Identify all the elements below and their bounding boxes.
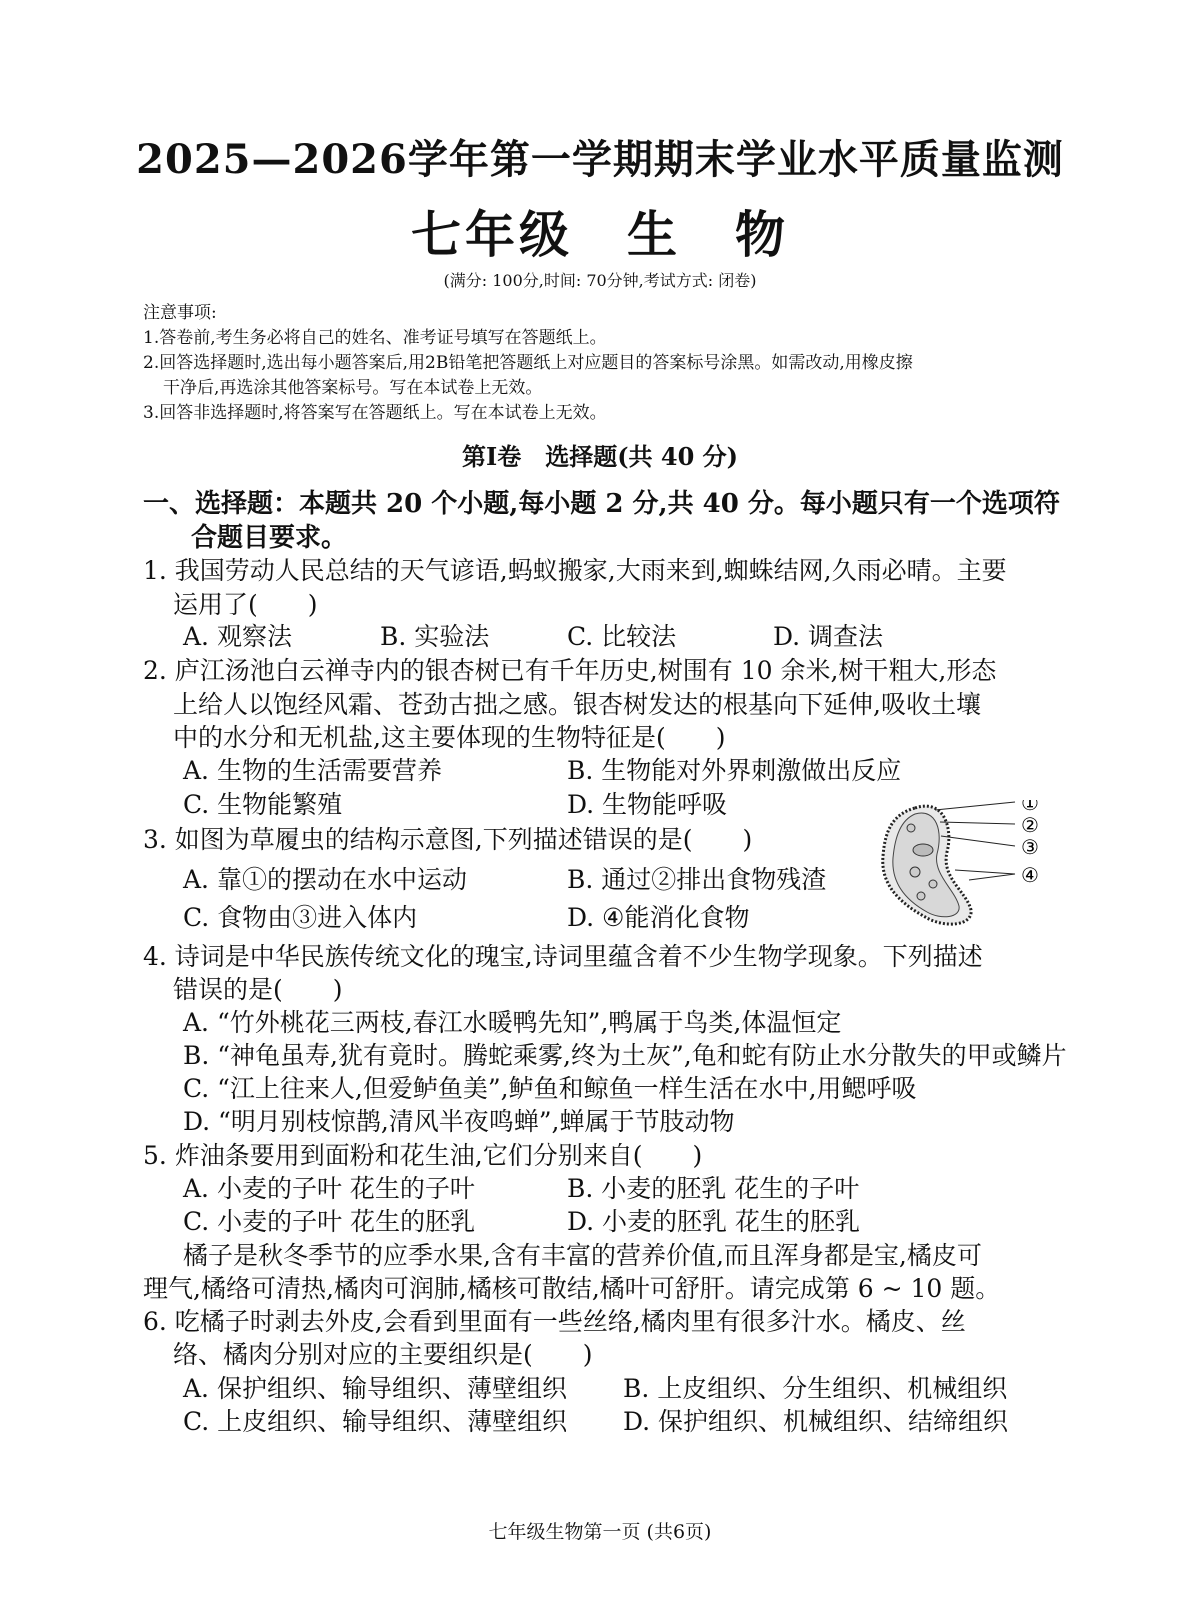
notice-item: 3.回答非选择题时,将答案写在答题纸上。写在本试卷上无效。 bbox=[143, 403, 607, 423]
option-a: A. 保护组织、输导组织、薄壁组织 bbox=[183, 1374, 567, 1403]
figure-label: ① bbox=[1021, 800, 1039, 815]
figure-label: ④ bbox=[1021, 863, 1039, 887]
option-d: D. 生物能呼吸 bbox=[567, 790, 728, 819]
option-d: D. ④能消化食物 bbox=[567, 903, 750, 932]
question-stem: 络、橘肉分别对应的主要组织是( ) bbox=[173, 1340, 593, 1369]
exam-title: 2025—2026学年第一学期期末学业水平质量监测 bbox=[136, 136, 1064, 183]
option-a: A. 观察法 bbox=[183, 622, 292, 651]
question-stem: 上给人以饱经风霜、苍劲古拙之感。银杏树发达的根基向下延伸,吸收土壤 bbox=[173, 690, 981, 719]
option-b: B. 实验法 bbox=[380, 622, 490, 651]
question-stem: 4. 诗词是中华民族传统文化的瑰宝,诗词里蕴含着不少生物学现象。下列描述 bbox=[143, 942, 983, 971]
option-c: C. 生物能繁殖 bbox=[183, 790, 343, 819]
notice-item: 1.答卷前,考生务必将自己的姓名、准考证号填写在答题纸上。 bbox=[143, 328, 607, 348]
notice-heading: 注意事项: bbox=[143, 303, 217, 323]
option-d: D. 保护组织、机械组织、结缔组织 bbox=[623, 1407, 1009, 1436]
notice-item: 2.回答选择题时,选出每小题答案后,用2B铅笔把答题纸上对应题目的答案标号涂黑。如需改动,用橡皮擦 bbox=[143, 353, 913, 373]
question-stem: 中的水分和无机盐,这主要体现的生物特征是( ) bbox=[173, 723, 726, 752]
option-a: A. 生物的生活需要营养 bbox=[183, 756, 442, 785]
passage-line: 理气,橘络可清热,橘肉可润肺,橘核可散结,橘叶可舒肝。请完成第 6 ~ 10 题。 bbox=[143, 1274, 1001, 1303]
option-c: C. 比较法 bbox=[567, 622, 677, 651]
question-stem: 2. 庐江汤池白云禅寺内的银杏树已有千年历史,树围有 10 余米,树干粗大,形态 bbox=[143, 656, 997, 685]
option-b: B. 生物能对外界刺激做出反应 bbox=[567, 756, 902, 785]
option-d: D. 小麦的胚乳 花生的胚乳 bbox=[567, 1207, 860, 1236]
option-d: D. “明月别枝惊鹊,清风半夜鸣蝉”,蝉属于节肢动物 bbox=[183, 1107, 735, 1136]
figure-label: ③ bbox=[1021, 835, 1039, 859]
paramecium-diagram bbox=[875, 800, 1055, 930]
question-stem: 6. 吃橘子时剥去外皮,会看到里面有一些丝络,橘肉里有很多汁水。橘皮、丝 bbox=[143, 1307, 966, 1336]
option-b: B. 通过②排出食物残渣 bbox=[567, 865, 827, 894]
option-b: B. 小麦的胚乳 花生的子叶 bbox=[567, 1174, 860, 1203]
question-stem: 运用了( ) bbox=[173, 590, 318, 619]
question-stem: 5. 炸油条要用到面粉和花生油,它们分别来自( ) bbox=[143, 1141, 703, 1170]
question-stem: 1. 我国劳动人民总结的天气谚语,蚂蚁搬家,大雨来到,蜘蛛结网,久雨必晴。主要 bbox=[143, 556, 1007, 585]
option-c: C. 食物由③进入体内 bbox=[183, 903, 418, 932]
notice-item: 干净后,再选涂其他答案标号。写在本试卷上无效。 bbox=[163, 378, 543, 398]
question-stem: 错误的是( ) bbox=[173, 975, 343, 1004]
option-a: A. 靠①的摆动在水中运动 bbox=[183, 865, 467, 894]
exam-info: (满分: 100分,时间: 70分钟,考试方式: 闭卷) bbox=[443, 271, 757, 290]
option-d: D. 调查法 bbox=[773, 622, 884, 651]
section-title: 第I卷 选择题(共 40 分) bbox=[461, 442, 739, 471]
figure-label: ② bbox=[1021, 813, 1039, 837]
page-footer: 七年级生物第一页 (共6页) bbox=[488, 1521, 712, 1543]
instructions-line: 一、选择题：本题共 20 个小题,每小题 2 分,共 40 分。每小题只有一个选项符 bbox=[143, 489, 1060, 519]
paramecium-figure bbox=[875, 800, 1055, 930]
subject-title: 七年级 生 物 bbox=[411, 205, 789, 264]
option-b: B. 上皮组织、分生组织、机械组织 bbox=[623, 1374, 1008, 1403]
question-stem: 3. 如图为草履虫的结构示意图,下列描述错误的是( ) bbox=[143, 825, 753, 854]
option-b: B. “神龟虽寿,犹有竟时。腾蛇乘雾,终为土灰”,龟和蛇有防止水分散失的甲或鳞片 bbox=[183, 1041, 1067, 1070]
option-c: C. “江上往来人,但爱鲈鱼美”,鲈鱼和鲸鱼一样生活在水中,用鳃呼吸 bbox=[183, 1074, 917, 1103]
option-a: A. “竹外桃花三两枝,春江水暖鸭先知”,鸭属于鸟类,体温恒定 bbox=[183, 1008, 842, 1037]
passage-line: 橘子是秋冬季节的应季水果,含有丰富的营养价值,而且浑身都是宝,橘皮可 bbox=[183, 1241, 982, 1270]
instructions-line: 合题目要求。 bbox=[191, 523, 348, 553]
option-a: A. 小麦的子叶 花生的子叶 bbox=[183, 1174, 475, 1203]
option-c: C. 上皮组织、输导组织、薄壁组织 bbox=[183, 1407, 568, 1436]
option-c: C. 小麦的子叶 花生的胚乳 bbox=[183, 1207, 476, 1236]
